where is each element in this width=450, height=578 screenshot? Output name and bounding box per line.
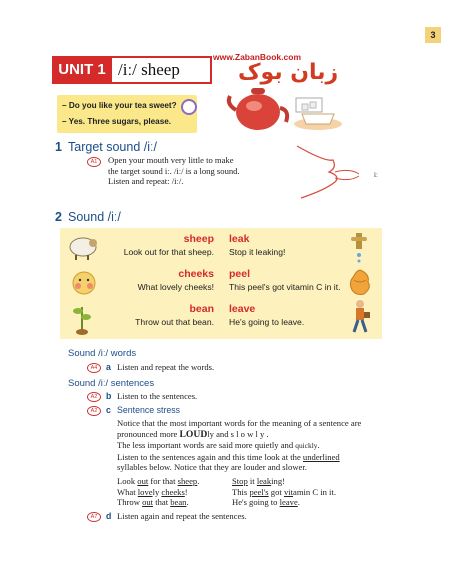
ex-text: He's going to: [232, 497, 280, 507]
example-sentence: [232, 497, 422, 508]
ex-stress: cheeks: [161, 486, 185, 497]
speech-bubble-icon: [180, 98, 198, 116]
ex-stress: out: [137, 476, 149, 486]
orange-peel-icon: [348, 268, 372, 296]
word-leak: leak: [229, 233, 250, 245]
ex-stress: bean: [170, 497, 187, 507]
word-leave: leave: [229, 303, 256, 315]
phrase-leak: Stop it leaking!: [229, 247, 286, 257]
section-1-line: Listen and repeat: /iː/.: [108, 176, 184, 186]
ex-text: Look: [117, 476, 138, 486]
quick-text: quickly: [295, 441, 318, 450]
audio-track-icon[interactable]: A1: [87, 157, 101, 167]
mouth-diagram-icon: [295, 142, 375, 202]
ex-text: .: [297, 497, 300, 507]
dialog-line-2: – Yes. Three sugars, please.: [62, 117, 172, 126]
audio-track-icon[interactable]: A7: [87, 512, 101, 522]
section-1-title: Target sound /iː/: [68, 140, 157, 154]
para-text: pronounced more: [117, 428, 180, 439]
section-2-number: 2: [55, 210, 62, 224]
loud-text: LOUD: [179, 428, 208, 440]
ex-text: amin C in it.: [293, 486, 336, 497]
exercise-letter-d: d: [106, 511, 112, 521]
para-line: syllables below. Notice that they are louder and slower.: [117, 462, 307, 472]
phrase-bean: Throw out that bean.: [135, 317, 214, 327]
para-line: [117, 429, 427, 441]
man-leaving-icon: [348, 298, 372, 336]
ex-text: Throw: [117, 497, 143, 507]
ex-stress: peel's: [249, 486, 269, 497]
ex-stress: vit: [283, 486, 294, 497]
examples-right: [232, 476, 422, 508]
word-sheep: sheep: [183, 233, 214, 245]
sentences-heading: Sound /iː/ sentences: [68, 378, 155, 389]
phrase-leave: He's going to leave.: [229, 317, 305, 327]
ex-text: it: [247, 476, 257, 486]
example-sentence: [117, 476, 227, 487]
para-text: .: [317, 440, 320, 450]
ex-text: .: [186, 497, 189, 507]
exercise-letter-a: a: [106, 362, 111, 372]
para-text: The less important words are said more quietly and: [117, 440, 296, 450]
section-1-line: Open your mouth very little to make: [108, 155, 234, 165]
ex-stress: love: [137, 486, 153, 497]
sentence-stress-paragraph: [117, 418, 427, 473]
section-1-line: the target sound iː. /iː/ is a long sound.: [108, 165, 240, 176]
bean-plant-icon: [70, 303, 94, 335]
audio-track-icon[interactable]: A2: [87, 406, 101, 416]
exercise-b-text: Listen to the sentences.: [117, 391, 198, 401]
mouth-diagram-label: iː: [374, 171, 378, 179]
ex-text: !: [184, 486, 188, 497]
phrase-peel: This peel's got vitamin C in it.: [229, 282, 341, 292]
word-peel: peel: [229, 268, 251, 280]
para-line: [117, 440, 427, 452]
exercise-d-text: Listen again and repeat the sentences.: [117, 511, 247, 521]
ex-stress: Stop: [232, 476, 248, 486]
example-sentence: [117, 487, 227, 498]
ex-stress: leave: [279, 497, 298, 507]
ex-text: for that: [148, 476, 178, 486]
para-line: [117, 452, 427, 463]
unit-title: /iː/ sheep: [118, 60, 180, 79]
site-logo: زبان بوک: [238, 60, 339, 85]
page-number: 3: [425, 27, 441, 43]
ex-stress: sheep: [177, 476, 198, 486]
tap-icon: [349, 233, 369, 263]
exercise-a-text: Listen and repeat the words.: [117, 362, 215, 372]
section-1-text: [108, 155, 298, 187]
teapot-illustration: [218, 70, 368, 140]
sentence-stress-title: Sentence stress: [117, 405, 181, 415]
dialog-line-1: – Do you like your tea sweet?: [62, 101, 177, 110]
para-text: ly and s l o w l y .: [207, 428, 269, 439]
ex-text: What: [117, 486, 138, 497]
phrase-sheep: Look out for that sheep.: [123, 247, 214, 257]
ex-stress: out: [142, 497, 154, 507]
word-bean: bean: [189, 303, 214, 315]
section-1-number: 1: [55, 140, 62, 154]
ex-text: ly: [152, 486, 162, 497]
section-2-title: Sound /iː/: [68, 210, 121, 224]
audio-track-icon[interactable]: A2: [87, 392, 101, 402]
ex-text: got: [268, 486, 284, 497]
ex-text: that: [153, 497, 171, 507]
ex-text: ing!: [271, 476, 286, 486]
baby-face-icon: [70, 270, 98, 296]
exercise-letter-c: c: [106, 405, 111, 415]
ex-text: .: [197, 476, 200, 486]
example-sentence: [117, 497, 227, 508]
example-sentence: [232, 476, 422, 487]
audio-track-icon[interactable]: A4: [87, 363, 101, 373]
para-line: Notice that the most important words for the meaning of a sentence are: [117, 418, 362, 428]
exercise-letter-b: b: [106, 391, 112, 401]
ex-text: This: [232, 486, 250, 497]
unit-label: UNIT 1: [52, 56, 112, 84]
examples-left: [117, 476, 227, 508]
words-heading: Sound /iː/ words: [68, 348, 137, 359]
underlined-word: underlined: [302, 451, 340, 462]
phrase-cheeks: What lovely cheeks!: [137, 282, 214, 292]
ex-stress: leak: [256, 476, 272, 486]
site-url: www.ZabanBook.com: [213, 52, 302, 62]
example-sentence: [232, 487, 422, 498]
sheep-icon: [66, 233, 100, 261]
word-cheeks: cheeks: [178, 268, 214, 280]
para-text: Listen to the sentences again and this time look at the: [117, 451, 301, 462]
